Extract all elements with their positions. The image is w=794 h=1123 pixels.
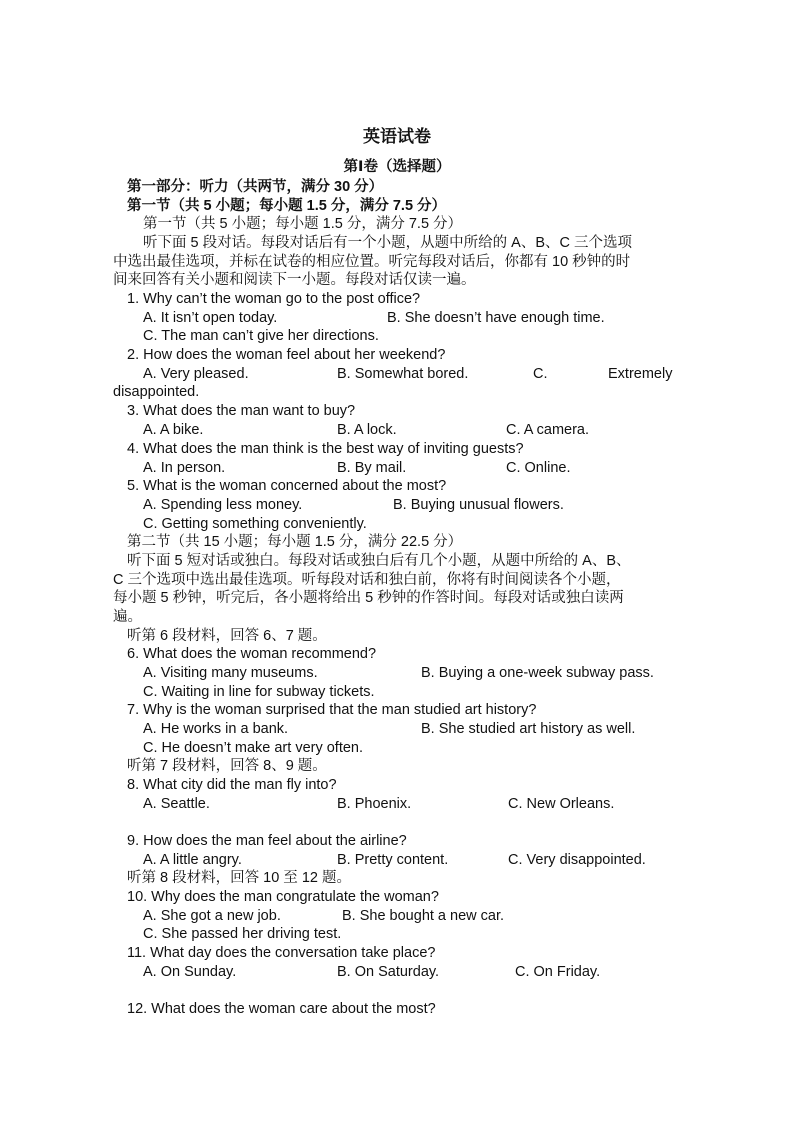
option-a: A. Visiting many museums. xyxy=(143,665,318,681)
section2-heading: 第二节（共 15 小题；每小题 1.5 分，满分 22.5 分） xyxy=(127,534,463,550)
option-c-continuation: disappointed. xyxy=(113,384,200,400)
section1-instruction-line: 中选出最佳选项，并标在试卷的相应位置。听完每段对话后，你都有 10 秒钟的时 xyxy=(113,254,631,270)
option-b: B. By mail. xyxy=(337,460,407,476)
section2-instruction-line: C 三个选项中选出最佳选项。听每段对话和独白前，你将有时间阅读各个小题， xyxy=(113,572,621,588)
option-c: C. Online. xyxy=(506,460,571,476)
question-1-stem: 1. Why can’t the woman go to the post office? xyxy=(127,291,421,307)
option-b: B. A lock. xyxy=(337,422,397,438)
option-a: A. A bike. xyxy=(143,422,204,438)
option-c: C. The man can’t give her directions. xyxy=(143,328,379,344)
question-3-stem: 3. What does the man want to buy? xyxy=(127,403,356,419)
question-10-stem: 10. Why does the man congratulate the woman? xyxy=(127,889,439,905)
option-a: A. A little angry. xyxy=(143,852,242,868)
section1-instruction-line: 听下面 5 段对话。每段对话后有一个小题，从题中所给的 A、B、C 三个选项 xyxy=(143,235,632,251)
option-b: B. She bought a new car. xyxy=(342,908,505,924)
section2-instruction-line: 遍。 xyxy=(113,609,142,625)
option-c: C. New Orleans. xyxy=(508,796,615,812)
option-c: C. Very disappointed. xyxy=(508,852,646,868)
section2-instruction-line: 每小题 5 秒钟，听完后，各小题将给出 5 秒钟的作答时间。每段对话或独白读两 xyxy=(113,590,624,606)
section2-instruction-line: 听下面 5 短对话或独白。每段对话或独白后有几个小题，从题中所给的 A、B、 xyxy=(127,553,631,569)
option-a: A. Spending less money. xyxy=(143,497,303,513)
question-7-stem: 7. Why is the woman surprised that the man studied art history? xyxy=(127,702,537,718)
option-b: B. Buying a one-week subway pass. xyxy=(421,665,654,681)
material-7-heading: 听第 7 段材料，回答 8、9 题。 xyxy=(127,758,327,774)
option-c: C. Waiting in line for subway tickets. xyxy=(143,684,375,700)
volume-title: 第Ⅰ卷（选择题） xyxy=(343,159,451,175)
option-a: A. In person. xyxy=(143,460,226,476)
option-a: A. She got a new job. xyxy=(143,908,281,924)
option-b: B. Buying unusual flowers. xyxy=(393,497,564,513)
option-c: C. He doesn’t make art very often. xyxy=(143,740,364,756)
option-b: B. She doesn’t have enough time. xyxy=(387,310,605,326)
option-c: C. A camera. xyxy=(506,422,590,438)
exam-title: 英语试卷 xyxy=(363,127,431,146)
question-6-stem: 6. What does the woman recommend? xyxy=(127,646,377,662)
question-5-stem: 5. What is the woman concerned about the most? xyxy=(127,478,447,494)
option-a: A. Very pleased. xyxy=(143,366,249,382)
option-a: A. Seattle. xyxy=(143,796,210,812)
section1-instruction-line: 间来回答有关小题和阅读下一小题。每段对话仅读一遍。 xyxy=(113,272,476,288)
question-9-stem: 9. How does the man feel about the airline? xyxy=(127,833,407,849)
section1-heading-bold: 第一节（共 5 小题；每小题 1.5 分，满分 7.5 分） xyxy=(127,198,447,214)
section1-heading: 第一节（共 5 小题；每小题 1.5 分，满分 7.5 分） xyxy=(143,216,463,232)
option-c: C. Getting something conveniently. xyxy=(143,516,367,532)
option-a: A. On Sunday. xyxy=(143,964,237,980)
option-a: A. He works in a bank. xyxy=(143,721,289,737)
question-11-stem: 11. What day does the conversation take place? xyxy=(127,945,436,961)
option-b: B. Somewhat bored. xyxy=(337,366,469,382)
option-c-text: Extremely xyxy=(608,366,673,382)
option-a: A. It isn’t open today. xyxy=(143,310,278,326)
question-8-stem: 8. What city did the man fly into? xyxy=(127,777,337,793)
option-c: C. On Friday. xyxy=(515,964,601,980)
part1-heading: 第一部分：听力（共两节，满分 30 分） xyxy=(127,179,384,195)
option-c: C. xyxy=(533,366,548,382)
material-8-heading: 听第 8 段材料，回答 10 至 12 题。 xyxy=(127,870,351,886)
material-6-heading: 听第 6 段材料，回答 6、7 题。 xyxy=(127,628,327,644)
option-b: B. She studied art history as well. xyxy=(421,721,636,737)
option-b: B. Pretty content. xyxy=(337,852,449,868)
question-4-stem: 4. What does the man think is the best way of inviting guests? xyxy=(127,441,524,457)
question-12-stem: 12. What does the woman care about the most? xyxy=(127,1001,436,1017)
option-b: B. On Saturday. xyxy=(337,964,440,980)
option-b: B. Phoenix. xyxy=(337,796,412,812)
option-c: C. She passed her driving test. xyxy=(143,926,342,942)
question-2-stem: 2. How does the woman feel about her weekend? xyxy=(127,347,446,363)
